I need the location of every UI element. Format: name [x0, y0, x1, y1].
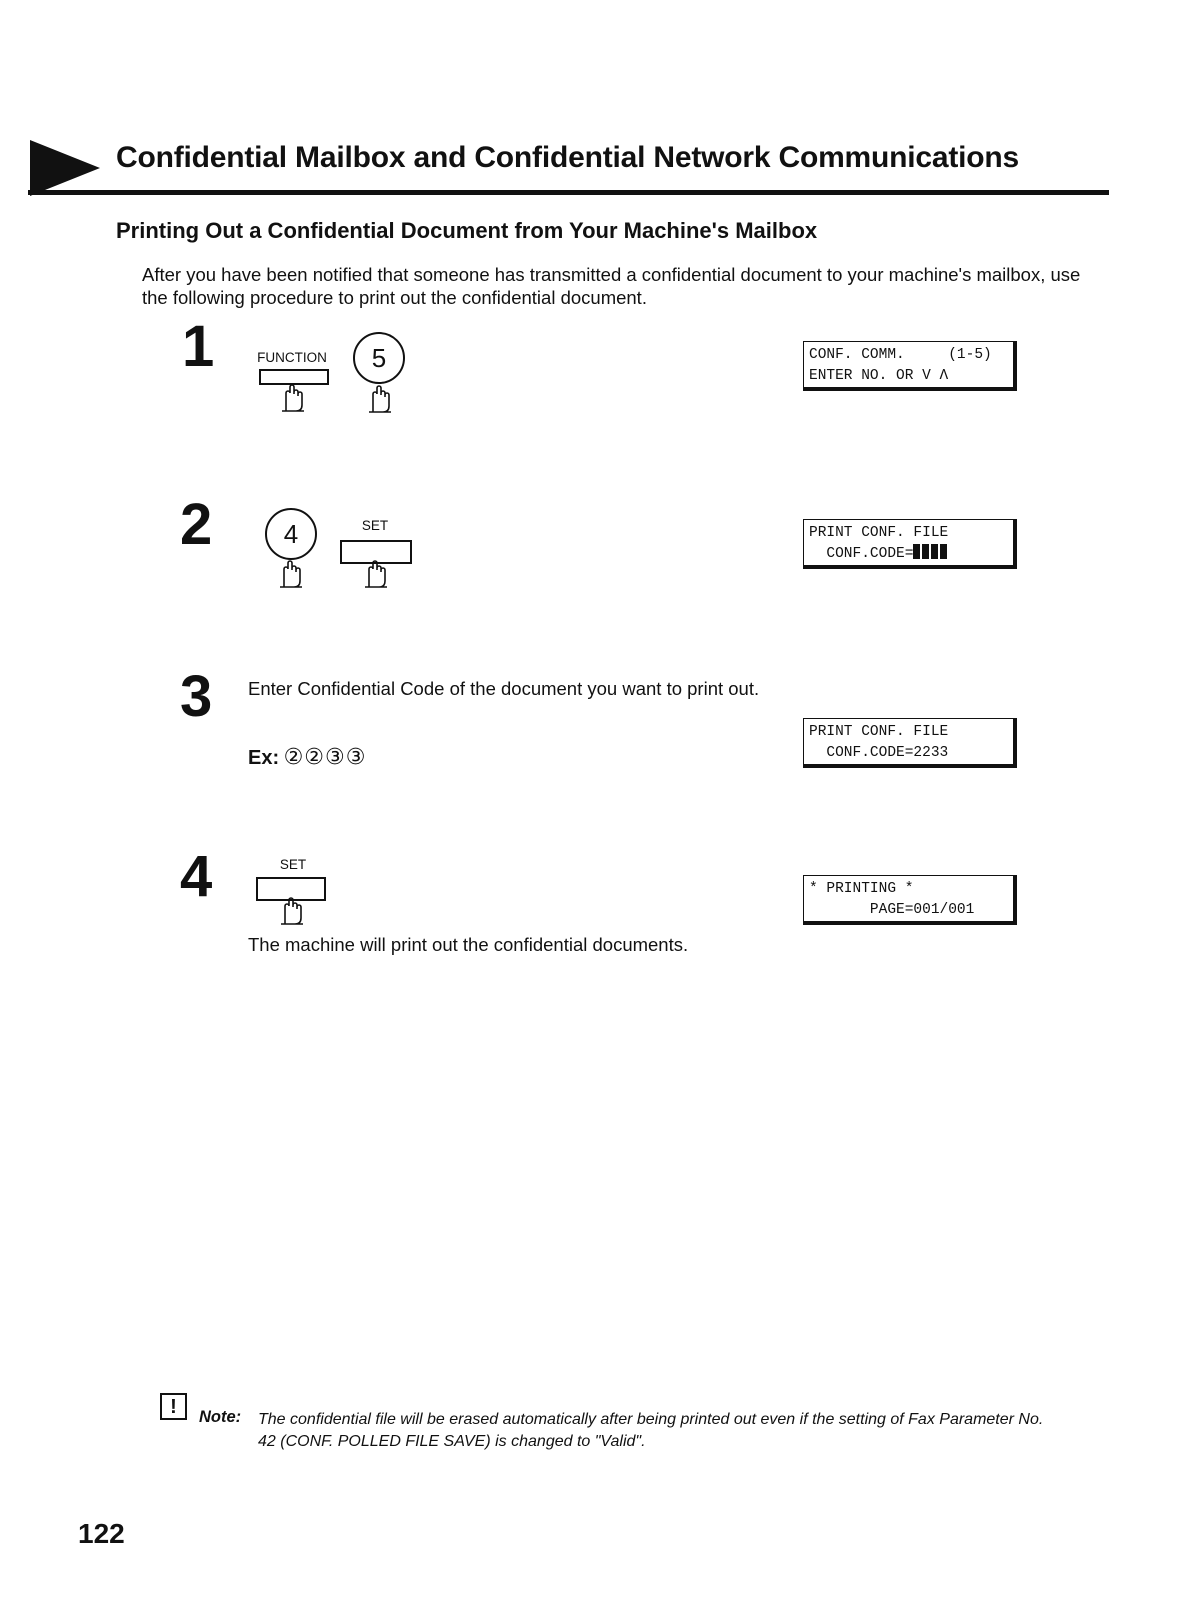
masked-code-blocks: [913, 546, 949, 562]
lcd-line-2: [809, 544, 1008, 565]
step-3-instruction: Enter Confidential Code of the document you want to print out.: [248, 678, 760, 699]
press-hand-icon: [276, 896, 306, 926]
section-arrow-icon: [30, 140, 100, 196]
lcd-line-1: PRINT CONF. FILE: [809, 525, 949, 541]
digit-key-5[interactable]: 5: [353, 332, 405, 384]
function-key-label: FUNCTION: [257, 350, 327, 365]
step-4-result-text: The machine will print out the confidential documents.: [248, 934, 689, 955]
lcd-line-1: * PRINTING *: [809, 881, 914, 897]
note-warning-icon: !: [160, 1393, 187, 1420]
digit-key-4[interactable]: 4: [265, 508, 317, 560]
code-block: [913, 544, 920, 559]
lcd-line-1: CONF. COMM. (1-5): [809, 347, 992, 363]
lcd-code-prefix: CONF.CODE=: [809, 546, 914, 562]
example-digits: ②②③③: [283, 744, 367, 769]
lcd-line-2: ENTER NO. OR V Λ: [809, 368, 949, 384]
step-number-2: 2: [180, 492, 213, 557]
page-title: Confidential Mailbox and Confidential Network Communications: [116, 141, 1020, 174]
press-hand-icon: [277, 383, 307, 413]
step-number-1: 1: [182, 314, 215, 379]
lcd-line-1: PRINT CONF. FILE: [809, 724, 949, 740]
lcd-line-2: CONF.CODE=2233: [809, 745, 949, 761]
lcd-display-step-2: [803, 519, 1017, 569]
code-block: [940, 544, 947, 559]
section-title: Printing Out a Confidential Document from Your Machine's Mailbox: [116, 218, 818, 243]
lcd-display-step-1: [803, 341, 1017, 391]
intro-paragraph: After you have been notified that someone has transmitted a confidential document to your machine's mailbox, use the following procedure to print out the confidential document.: [142, 264, 1081, 308]
step-number-3: 3: [180, 664, 213, 729]
lcd-display-step-4: [803, 875, 1017, 925]
lcd-line-2: PAGE=001/001: [809, 902, 975, 918]
step-number-4: 4: [180, 844, 213, 909]
set-key-label: SET: [361, 518, 389, 533]
note-text: The confidential file will be erased automatically after being printed out even if the setting of Fax Parameter No. 42 (CONF. POLLED FILE SAVE) is changed to "Valid".: [258, 1411, 1044, 1450]
code-block: [922, 544, 929, 559]
press-hand-icon: [360, 559, 390, 589]
page-number: 122: [78, 1518, 125, 1549]
code-block: [931, 544, 938, 559]
example-label: Ex:: [248, 747, 280, 769]
press-hand-icon: [364, 384, 394, 414]
example-code: [248, 744, 366, 770]
header-rule: [28, 190, 1109, 195]
note-label: Note:: [199, 1408, 242, 1426]
press-hand-icon: [275, 559, 305, 589]
set-key-label: SET: [279, 857, 307, 872]
lcd-display-step-3: [803, 718, 1017, 768]
